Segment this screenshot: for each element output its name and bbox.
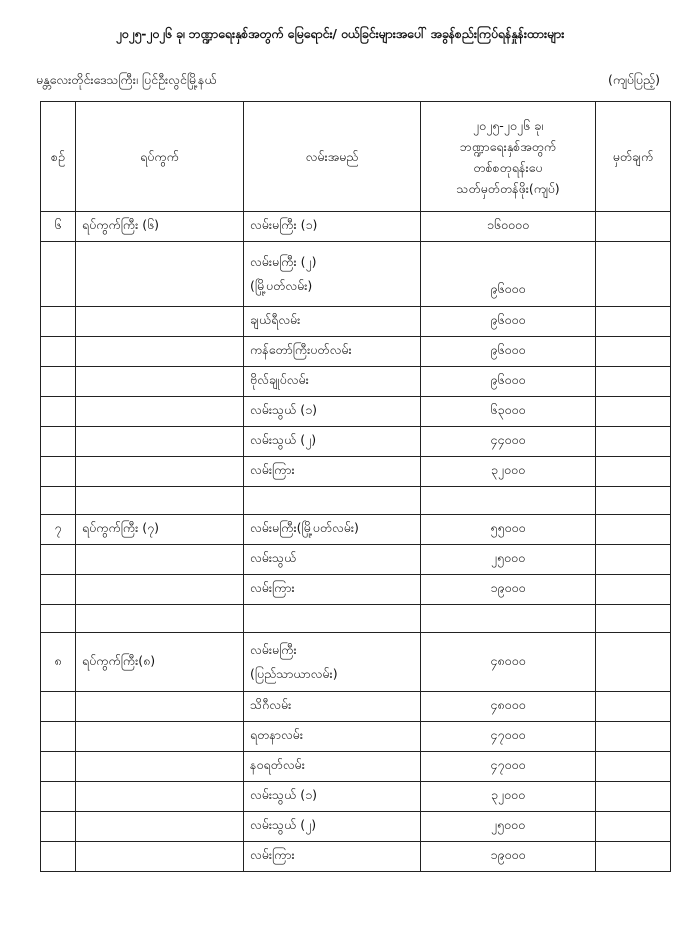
- tax-rate-table: [40, 101, 671, 872]
- fee-cell: [421, 605, 596, 633]
- street-cell: ဗိုလ်ချုပ်လမ်း: [244, 367, 421, 397]
- fee-cell: ၃၂၀၀၀: [421, 457, 596, 487]
- serial-cell: [41, 487, 76, 515]
- street-cell: [244, 605, 421, 633]
- street-name-line: လမ်းမကြီး (၂): [250, 254, 317, 269]
- serial-cell: [41, 457, 76, 487]
- table-row: [41, 752, 671, 782]
- street-name-line: (မြို့ပတ်လမ်း): [250, 278, 313, 293]
- fee-cell: ၆၃၀၀၀: [421, 397, 596, 427]
- remarks-cell: [596, 722, 671, 752]
- serial-cell: [41, 337, 76, 367]
- street-cell: လမ်းသွယ် (၂): [244, 427, 421, 457]
- street-cell: ရတနာလမ်း: [244, 722, 421, 752]
- remarks-cell: [596, 242, 671, 307]
- fee-cell: ၄၄၀၀၀: [421, 427, 596, 457]
- ward-cell: [76, 752, 244, 782]
- remarks-cell: [596, 397, 671, 427]
- fee-cell: ၁၉၀၀၀: [421, 575, 596, 605]
- ward-cell: [76, 242, 244, 307]
- fee-cell: ၄၇၀၀၀: [421, 722, 596, 752]
- table-row: [41, 457, 671, 487]
- remarks-cell: [596, 812, 671, 842]
- street-cell: [244, 242, 421, 307]
- remarks-cell: [596, 545, 671, 575]
- street-name-line: လမ်းမကြီး: [250, 642, 297, 657]
- street-cell: လမ်းသွယ် (၂): [244, 812, 421, 842]
- street-cell: လမ်းသွယ် (၁): [244, 397, 421, 427]
- serial-cell: ၆: [41, 212, 76, 242]
- remarks-cell: [596, 212, 671, 242]
- street-cell: လမ်းသွယ်: [244, 545, 421, 575]
- ward-cell: [76, 722, 244, 752]
- ward-cell: [76, 692, 244, 722]
- fee-cell: ၉၆၀၀၀: [421, 337, 596, 367]
- serial-cell: [41, 782, 76, 812]
- serial-cell: [41, 242, 76, 307]
- table-row: [41, 812, 671, 842]
- ward-cell: ရပ်ကွက်ကြီး(၈): [76, 633, 244, 692]
- ward-cell: [76, 487, 244, 515]
- remarks-cell: [596, 307, 671, 337]
- table-row: [41, 427, 671, 457]
- remarks-cell: [596, 457, 671, 487]
- ward-cell: [76, 545, 244, 575]
- ward-cell: [76, 337, 244, 367]
- serial-cell: [41, 307, 76, 337]
- fee-cell: ၉၆၀၀၀: [421, 242, 596, 307]
- header-fee: [421, 102, 596, 212]
- remarks-cell: [596, 337, 671, 367]
- ward-cell: [76, 397, 244, 427]
- fee-cell: ၂၅၀၀၀: [421, 812, 596, 842]
- street-cell: လမ်းသွယ် (၁): [244, 782, 421, 812]
- table-row: [41, 307, 671, 337]
- remarks-cell: [596, 367, 671, 397]
- street-cell: [244, 487, 421, 515]
- header-fee-line: ၂၀၂၅-၂၀၂၆ ခု၊: [472, 117, 544, 133]
- remarks-cell: [596, 692, 671, 722]
- page-title: ၂၀၂၅-၂၀၂၆ ခု၊ ဘဏ္ဍာရေးနှစ်အတွက် မြေရောင်း/ ဝယ်ခြင်းများအပေါ် အခွန်စည်းကြပ်ရန်နှုန်းထားများ: [115, 26, 565, 41]
- header-remarks: မှတ်ချက်: [596, 102, 671, 212]
- remarks-cell: [596, 605, 671, 633]
- street-cell: လမ်းမကြီး(မြို့ပတ်လမ်း): [244, 515, 421, 545]
- ward-cell: ရပ်ကွက်ကြီး (၆): [76, 212, 244, 242]
- remarks-cell: [596, 782, 671, 812]
- fee-cell: ၄၈၀၀၀: [421, 633, 596, 692]
- fee-cell: ၅၅၀၀၀: [421, 515, 596, 545]
- ward-cell: [76, 367, 244, 397]
- table-header-row: [41, 102, 671, 212]
- currency-unit-label: (ကျပ်ပြည့်): [607, 72, 660, 87]
- ward-cell: [76, 575, 244, 605]
- header-fee-line: တစ်စတုရန်းပေ: [473, 159, 543, 175]
- serial-cell: [41, 842, 76, 872]
- table-row: [41, 782, 671, 812]
- fee-cell: [421, 487, 596, 515]
- street-cell: သိဂီလမ်း: [244, 692, 421, 722]
- remarks-cell: [596, 515, 671, 545]
- ward-cell: [76, 307, 244, 337]
- street-cell: [244, 633, 421, 692]
- header-street: လမ်းအမည်: [244, 102, 421, 212]
- serial-cell: [41, 752, 76, 782]
- table-row: [41, 633, 671, 692]
- serial-cell: [41, 605, 76, 633]
- location-label: မန္တလေးတိုင်းဒေသကြီး၊ ပြင်ဦးလွင်မြို့နယ်: [36, 72, 217, 87]
- street-cell: နဝရတ်လမ်း: [244, 752, 421, 782]
- street-cell: လမ်းကြား: [244, 575, 421, 605]
- serial-cell: ၈: [41, 633, 76, 692]
- remarks-cell: [596, 752, 671, 782]
- fee-cell: ၄၈၀၀၀: [421, 692, 596, 722]
- table-row: [41, 722, 671, 752]
- fee-cell: ၉၆၀၀၀: [421, 307, 596, 337]
- table-row: [41, 545, 671, 575]
- fee-cell: ၁၉၀၀၀: [421, 842, 596, 872]
- remarks-cell: [596, 427, 671, 457]
- serial-cell: [41, 692, 76, 722]
- table-row: [41, 575, 671, 605]
- serial-cell: [41, 427, 76, 457]
- table-row-empty: [41, 487, 671, 515]
- street-cell: လမ်းကြား: [244, 842, 421, 872]
- fee-cell: ၉၆၀၀၀: [421, 367, 596, 397]
- serial-cell: ၇: [41, 515, 76, 545]
- street-cell: ကန်တော်ကြီးပတ်လမ်း: [244, 337, 421, 367]
- table-row: [41, 692, 671, 722]
- remarks-cell: [596, 842, 671, 872]
- header-fee-line: သတ်မှတ်တန်ဖိုး(ကျပ်): [456, 180, 560, 196]
- street-cell: လမ်းကြား: [244, 457, 421, 487]
- remarks-cell: [596, 487, 671, 515]
- table-row-empty: [41, 605, 671, 633]
- street-cell: လမ်းမကြီး (၁): [244, 212, 421, 242]
- fee-cell: ၂၅၀၀၀: [421, 545, 596, 575]
- fee-cell: ၄၇၀၀၀: [421, 752, 596, 782]
- table-row: [41, 367, 671, 397]
- serial-cell: [41, 722, 76, 752]
- table-row: [41, 842, 671, 872]
- table-row: [41, 242, 671, 307]
- street-name-line: (ပြည်သာယာလမ်း): [250, 666, 338, 681]
- header-ward: ရပ်ကွက်: [76, 102, 244, 212]
- header-serial: စဉ်: [41, 102, 76, 212]
- fee-cell: ၃၂၀၀၀: [421, 782, 596, 812]
- serial-cell: [41, 397, 76, 427]
- serial-cell: [41, 545, 76, 575]
- ward-cell: [76, 812, 244, 842]
- remarks-cell: [596, 633, 671, 692]
- serial-cell: [41, 575, 76, 605]
- serial-cell: [41, 812, 76, 842]
- ward-cell: [76, 842, 244, 872]
- table-row: [41, 212, 671, 242]
- remarks-cell: [596, 575, 671, 605]
- ward-cell: [76, 457, 244, 487]
- table-row: [41, 397, 671, 427]
- street-cell: ချယ်ရီလမ်း: [244, 307, 421, 337]
- ward-cell: [76, 782, 244, 812]
- serial-cell: [41, 367, 76, 397]
- ward-cell: ရပ်ကွက်ကြီး (၇): [76, 515, 244, 545]
- ward-cell: [76, 605, 244, 633]
- ward-cell: [76, 427, 244, 457]
- header-fee-line: ဘဏ္ဍာရေးနှစ်အတွက်: [459, 138, 557, 154]
- table-row: [41, 515, 671, 545]
- table-row: [41, 337, 671, 367]
- fee-cell: ၁၆၀၀၀၀: [421, 212, 596, 242]
